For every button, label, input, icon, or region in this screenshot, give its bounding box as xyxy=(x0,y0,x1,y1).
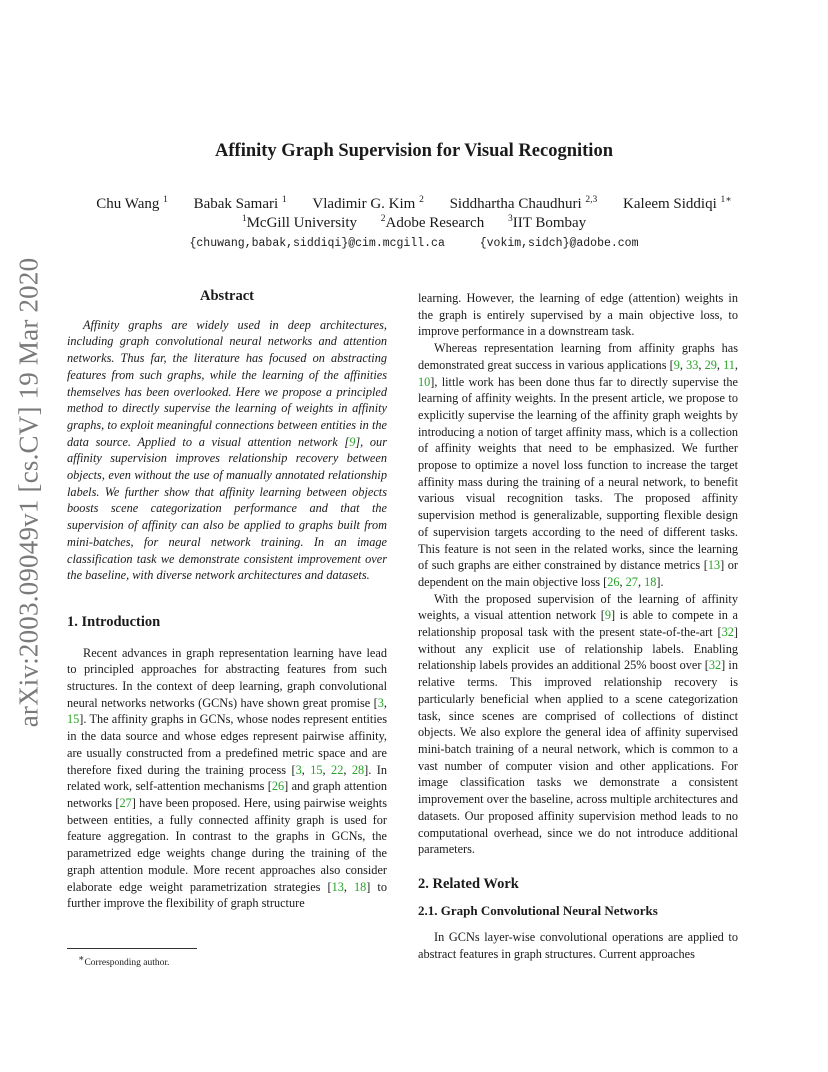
citation-link[interactable]: 22 xyxy=(331,762,344,777)
intro-paragraph: Whereas representation learning from affinity graphs has demonstrated great success in various applications [9, 33, 29, 11, 10], little work has been done thus far to directly supervise the learning of affinity weights. In the present article, we propose to explicitly supervise the learning of the affinity graph weights by introducing a notion of target affinity mass, which is a collection of affinity weights that need to be emphasized. We further propose to optimize a novel loss function to increase the target affinity mass during the training of a neural network, to benefit various visual recognition tasks. The proposed affinity supervision method is generalizable, supporting flexible design of supervision targets according to the need of different tasks. This feature is not seen in the related works, since the learning of such graphs are either constrained by distance metrics [13] or dependent on the main objective loss [26, 27, 18]. xyxy=(418,341,739,589)
author-list xyxy=(0,194,828,213)
abstract-heading: Abstract xyxy=(200,288,254,304)
citation-link[interactable]: 29 xyxy=(704,357,717,372)
affiliation: $^2$Adobe Research xyxy=(380,214,485,231)
citation-link[interactable]: 13 xyxy=(707,558,721,573)
affiliation: $^3$IIT Bombay xyxy=(507,214,587,231)
citation-link[interactable]: 18 xyxy=(644,574,657,589)
intro-paragraph: Recent advances in graph representation learning have lead to principled approaches for abstracting features from such structures. In the context of deep learning, graph convolutional neural networks networks (GCNs) have shown great promise [3, 15]. The affinity graphs in GCNs, whose nodes represent entities in the data source and whose edges represent pairwise affinity, are usually constructed from a predefined metric space and are therefore fixed during the training process [3, 15, 22, 28]. In related work, self-attention mechanisms [26] and graph attention networks [27] have been proposed. Here, using pairwise weights between entities, a fully connected affinity graph is used for feature aggregation. In contrast to the graphs in GCNs, the parametrized edge weights change during the training of the graph attention module. More recent approaches also consider elaborate edge weight parametrization strategies [13, 18] to further improve the flexibility of graph structure xyxy=(67,645,387,911)
citation-link[interactable]: 13 xyxy=(331,879,344,894)
section-heading-related-work: 2. Related Work xyxy=(418,875,519,892)
citation-link[interactable]: 15 xyxy=(67,712,80,727)
author: Kaleem Siddiqi $^{1∗}$ xyxy=(623,195,732,212)
citation-link[interactable]: 15 xyxy=(310,762,323,777)
citation-link[interactable]: 3 xyxy=(377,695,384,710)
citation-link[interactable]: 18 xyxy=(354,879,367,894)
intro-paragraph-continued: learning. However, the learning of edge (attention) weights in the graph is entirely supervised by a main objective loss, to improve performance in a downstream task. xyxy=(418,291,738,339)
affiliation: $^1$McGill University xyxy=(241,214,357,231)
arxiv-identifier xyxy=(13,257,44,727)
citation-link[interactable]: 27 xyxy=(119,795,132,810)
left-column xyxy=(67,288,387,912)
citation-link[interactable]: 28 xyxy=(351,762,365,777)
citation-link[interactable]: 9 xyxy=(349,434,356,449)
citation-link[interactable]: 11 xyxy=(723,357,735,372)
related-work-paragraph: In GCNs layer-wise convolutional operations are applied to abstract features in graph structures. Current approaches xyxy=(418,930,738,962)
citation-link[interactable]: 26 xyxy=(607,574,620,589)
email: {chuwang,babak,siddiqi}@cim.mcgill.ca xyxy=(189,237,445,250)
citation-link[interactable]: 32 xyxy=(708,658,722,673)
author: Babak Samari $^1$ xyxy=(193,195,287,212)
citation-link[interactable]: 9 xyxy=(604,608,612,623)
citation-link[interactable]: 32 xyxy=(721,625,734,640)
email: {vokim,sidch}@adobe.com xyxy=(479,237,639,250)
affiliation-list xyxy=(0,214,828,232)
citation-link[interactable]: 10 xyxy=(418,374,431,389)
section-heading-introduction: 1. Introduction xyxy=(67,613,161,630)
arxiv-identifier-text: arXiv:2003.09049v1 [cs.CV] 19 Mar 2020 xyxy=(13,257,44,727)
citation-link[interactable]: 26 xyxy=(271,779,285,794)
footnote: ∗Corresponding author. xyxy=(78,954,170,969)
author: Vladimir G. Kim $^2$ xyxy=(312,195,424,212)
author: Chu Wang $^1$ xyxy=(96,195,168,212)
footnote-divider xyxy=(67,948,197,949)
citation-link[interactable]: 27 xyxy=(625,574,638,589)
intro-paragraph: With the proposed supervision of the learning of affinity weights, a visual attention network [9] is able to compete in a relationship proposal task with the present state-of-the-art [32] without any explicit use of relationship labels. Enabling relationship labels provides an additional 25% boost over [32] in relative terms. This improved relationship recovery is particularly beneficial when applied to a scene categorization task, since scenes are comprised of collections of distinct objects. We also explore the general idea of affinity supervised mini-batch training of a neural network, which is common to a vast number of computer vision and other applications. For image classification tasks we demonstrate a consistent improvement over the baseline, across multiple architectures and datasets. Our proposed affinity supervision method leads to no computational overhead, since we do not introduce additional parameters. xyxy=(418,591,738,857)
paper-title: Affinity Graph Supervision for Visual Recognition xyxy=(215,141,613,161)
email-list xyxy=(0,237,828,250)
citation-link[interactable]: 9 xyxy=(673,357,680,372)
abstract-text: Affinity graphs are widely used in deep architectures, including graph convolutional neural networks and attention networks. Thus far, the literature has focused on abstracting features from such graphs, while the learning of the affinities themselves has been overlooked. Here we propose a principled method to directly supervise the learning of weights in affinity graphs, to exploit meaningful connections between entities in the data source. Applied to a visual attention network [9], our affinity supervision improves relationship recovery between objects, even without the use of manually annotated relationship labels. We further show that affinity learning between objects boosts scene categorization performance and that the supervision of affinity can also be applied to graphs built from mini-batches, for neural network training. In an image classification task we demonstrate consistent improvement over the baseline, with diverse network architectures and datasets. xyxy=(67,317,387,583)
right-column xyxy=(418,290,738,963)
subsection-heading-gcn: 2.1. Graph Convolutional Neural Networks xyxy=(418,902,658,918)
author: Siddhartha Chaudhuri $^{2,3}$ xyxy=(449,195,598,212)
citation-link[interactable]: 3 xyxy=(295,762,302,777)
citation-link[interactable]: 33 xyxy=(686,357,699,372)
